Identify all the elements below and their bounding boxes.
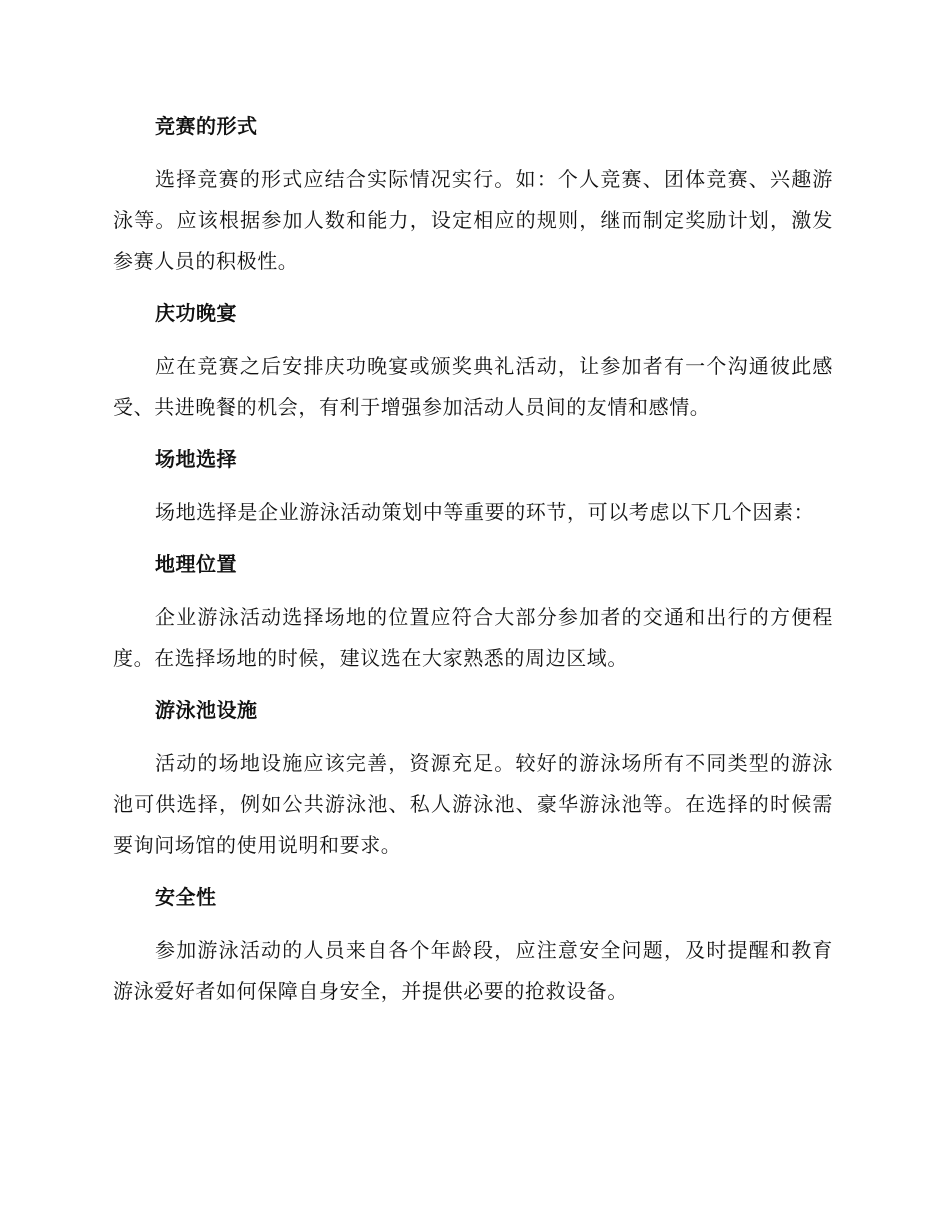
section-heading-venue-selection: 场地选择 bbox=[155, 447, 237, 471]
section-body-celebration-banquet: 应在竞赛之后安排庆功晚宴或颁奖典礼活动，让参加者有一个沟通彼此感受、共进晚餐的机会，有利于增强参加活动人员间的友情和感情。 bbox=[113, 354, 833, 419]
section-heading-competition-format: 竞赛的形式 bbox=[155, 114, 258, 138]
section-heading-location: 地理位置 bbox=[155, 552, 237, 576]
document-page bbox=[113, 108, 833, 1025]
section-heading-safety: 安全性 bbox=[155, 885, 217, 909]
section-body-pool-facilities: 活动的场地设施应该完善，资源充足。较好的游泳场所有不同类型的游泳池可供选择，例如公共游泳池、私人游泳池、豪华游泳池等。在选择的时候需要询问场馆的使用说明和要求。 bbox=[113, 751, 833, 857]
section-heading-celebration-banquet: 庆功晚宴 bbox=[155, 301, 237, 325]
section-body-competition-format: 选择竞赛的形式应结合实际情况实行。如：个人竞赛、团体竞赛、兴趣游泳等。应该根据参加人数和能力，设定相应的规则，继而制定奖励计划，激发参赛人员的积极性。 bbox=[113, 167, 833, 273]
section-body-location: 企业游泳活动选择场地的位置应符合大部分参加者的交通和出行的方便程度。在选择场地的时候，建议选在大家熟悉的周边区域。 bbox=[113, 605, 833, 670]
section-body-venue-selection: 场地选择是企业游泳活动策划中等重要的环节，可以考虑以下几个因素： bbox=[155, 500, 815, 524]
section-heading-pool-facilities: 游泳池设施 bbox=[155, 698, 258, 722]
section-body-safety: 参加游泳活动的人员来自各个年龄段，应注意安全问题，及时提醒和教育游泳爱好者如何保障自身安全，并提供必要的抢救设备。 bbox=[113, 938, 833, 1003]
